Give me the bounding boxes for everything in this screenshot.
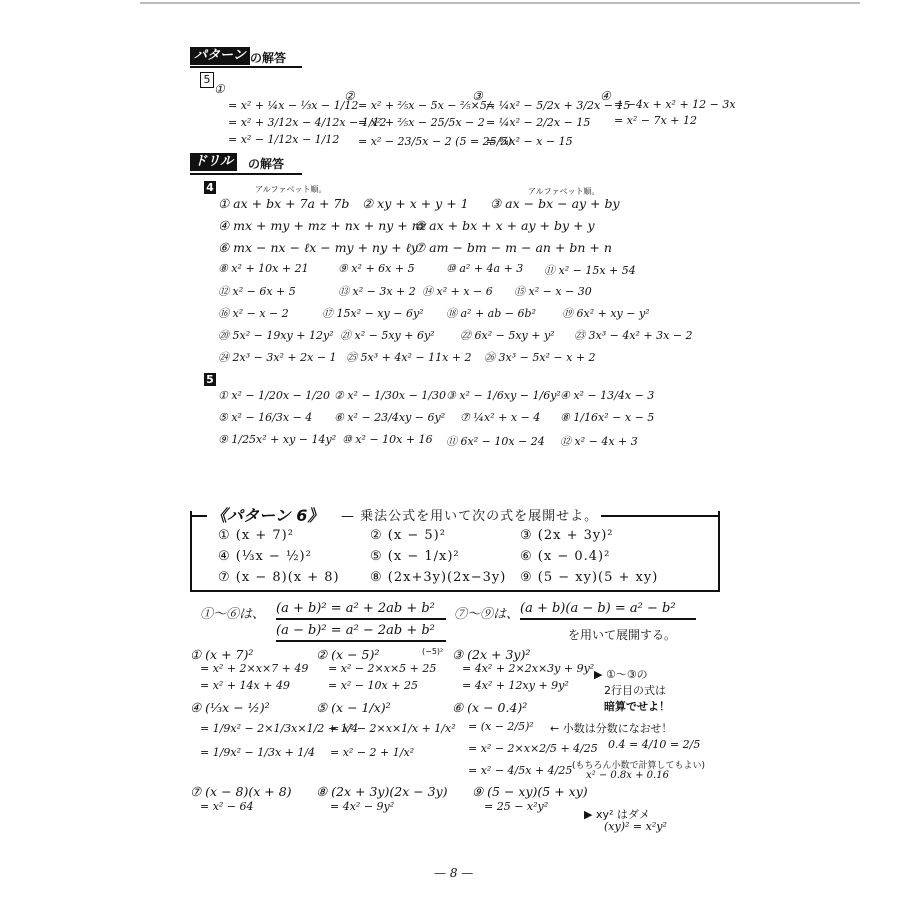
rule-prefix-1: ①〜⑥は、: [200, 607, 266, 622]
q1-line1: = x² + ¼x − ⅓x − 1/12: [228, 99, 359, 112]
answer-item: ⑳ 5x² − 19xy + 12y²: [218, 329, 334, 342]
answer-item: ⑤ x² − 16/3x − 4: [218, 411, 313, 424]
answer-item: ⑪ x² − 15x + 54: [544, 264, 636, 277]
q1-line3: = x² − 1/12x − 1/12: [228, 133, 340, 146]
problem-item: ① (x + 7)²: [218, 528, 294, 543]
q3-line1: = ¼x² − 5/2x + 3/2x − 15: [486, 99, 631, 112]
answer-item: ㉕ 5x³ + 4x² − 11x + 2: [346, 351, 472, 364]
answer-item: ③ x² − 1/6xy − 1/6y²: [446, 389, 561, 402]
answer-item: ⑭ x² + x − 6: [422, 285, 493, 298]
q1-line2: = x² + 3/12x − 4/12x − 1/12: [228, 116, 387, 129]
answer-item: ⑲ 6x² + xy − y²: [562, 307, 650, 320]
answer-item: ⑧ 1/16x² − x − 5: [560, 411, 655, 424]
problem-item: ⑨ (5 − xy)(5 + xy): [520, 570, 659, 585]
problem-item: ③ (2x + 3y)²: [520, 528, 614, 543]
solution-line: = x² − 2×x×5 + 25: [328, 662, 437, 675]
side-note: 暗算でせよ！: [604, 700, 670, 713]
answer-item: ① ax + bx + 7a + 7b: [218, 196, 350, 211]
alt-note: (もちろん小数で計算してもよい): [572, 761, 706, 771]
formula-underline: [276, 618, 446, 620]
answer-item: ⑨ x² + 6x + 5: [338, 262, 415, 275]
section-number-box: 5: [200, 72, 214, 88]
conversion-hint: ← 小数は分数になおせ！: [550, 722, 673, 735]
answer-item: ③ ax − bx − ay + by: [490, 196, 620, 211]
answer-item: ④ mx + my + mz + nx + ny + nz: [218, 218, 427, 233]
solution-header: ④ (⅓x − ½)²: [190, 700, 270, 715]
q2-line3: = x² − 23/5x − 2 (5 = 25/5): [358, 135, 512, 148]
answer-item: ⑱ a² + ab − 6b²: [446, 307, 536, 320]
q2-line1: = x² + ⅖x − 5x − ⅖×5/ₓ: [358, 99, 495, 112]
solution-header: ⑦ (x − 8)(x + 8): [190, 784, 292, 799]
answer-item: ② x² − 1/30x − 1/30: [334, 389, 446, 402]
q3-line3: = ¼x² − x − 15: [486, 135, 573, 148]
answer-item: ⑪ 6x² − 10x − 24: [446, 435, 545, 448]
answer-item: ⑫ x² − 6x + 5: [218, 285, 296, 298]
q2-label: ②: [344, 89, 355, 103]
answer-item: ㉔ 2x³ − 3x² + 2x − 1: [218, 351, 337, 364]
solution-line: = x² + 2×x×7 + 49: [200, 662, 309, 675]
problem-item: ⑥ (x − 0.4)²: [520, 549, 611, 564]
solution-header: ⑧ (2x + 3y)(2x − 3y): [316, 784, 448, 799]
solution-header: ③ (2x + 3y)²: [452, 647, 531, 662]
answer-item: ⑯ x² − x − 2: [218, 307, 289, 320]
answer-item: ⑥ x² − 23/4xy − 6y²: [334, 411, 446, 424]
answer-item: ⑰ 15x² − xy − 6y²: [322, 307, 424, 320]
q2-line2: = x² + ⅖x − 25/5x − 2: [358, 116, 485, 129]
q4-line2: = x² − 7x + 12: [614, 114, 697, 127]
answer-item: ⑤ ax + bx + x + ay + by + y: [414, 218, 595, 233]
answer-item: ⑬ x² − 3x + 2: [338, 285, 416, 298]
answer-item: ⑩ a² + 4a + 3: [446, 262, 524, 275]
formula-underline: [276, 640, 446, 642]
solution-line: = x² − 10x + 25: [328, 679, 418, 692]
solution-header: ① (x + 7)²: [190, 647, 254, 662]
solution-line: = 4x² + 2×2x×3y + 9y²: [462, 662, 595, 675]
side-note: ▶ ①〜③の: [594, 668, 648, 681]
solution-header: ⑤ (x − 1/x)²: [316, 700, 391, 715]
conversion-line: 0.4 = 4/10 = 2/5: [608, 738, 701, 751]
drill-header-suffix: の解答: [248, 157, 285, 171]
pattern-instruction: — 乗法公式を用いて次の式を展開せよ。: [338, 505, 601, 524]
answer-item: ⑦ ¼x² + x − 4: [460, 411, 541, 424]
solution-line: = x² + 14x + 49: [200, 679, 290, 692]
rule-prefix-2: ⑦〜⑨は、: [454, 607, 520, 622]
side-note: (xy)² = x²y²: [604, 820, 667, 833]
pattern-header-suffix: の解答: [250, 51, 287, 65]
solution-line: = 4x² + 12xy + 9y²: [462, 679, 569, 692]
formula-underline: [520, 618, 696, 620]
solution-header: ⑨ (5 − xy)(5 + xy): [472, 784, 588, 799]
pattern-header-tag: パターン: [190, 47, 250, 65]
annotation-mark: (−5)²: [422, 647, 444, 656]
answer-item: ⑨ 1/25x² + xy − 14y²: [218, 433, 337, 446]
section-number-box: 4: [204, 181, 216, 194]
formula-sum-diff: (a + b)(a − b) = a² − b²: [520, 601, 676, 616]
solution-line: = x² − 2×x×1/x + 1/x²: [330, 722, 456, 735]
header-underline: [190, 66, 302, 68]
answer-item: ⑫ x² − 4x + 3: [560, 435, 638, 448]
q4-line1: = −4x + x² + 12 − 3x: [614, 98, 736, 111]
problem-item: ② (x − 5)²: [370, 528, 446, 543]
answer-item: ⑩ x² − 10x + 16: [342, 433, 433, 446]
q4-label: ④: [600, 89, 611, 103]
problem-item: ⑧ (2x+3y)(2x−3y): [370, 570, 507, 585]
section-number-box: 5: [204, 373, 216, 386]
side-note: 2行目の式は: [604, 684, 666, 697]
problem-item: ④ (⅓x − ½)²: [218, 549, 312, 564]
answer-item: ㉒ 6x² − 5xy + y²: [460, 329, 555, 342]
annotation-note: アルファベット順。: [255, 185, 327, 194]
header-underline: [190, 173, 302, 175]
q3-line2: = ¼x² − 2/2x − 15: [486, 116, 591, 129]
answer-item: ② xy + x + y + 1: [362, 196, 469, 211]
rule-tail: を用いて展開する。: [568, 628, 677, 642]
solution-line: = 1/9x² − 1/3x + 1/4: [200, 746, 316, 759]
solution-line: = x² − 2 + 1/x²: [330, 746, 415, 759]
problem-item: ⑦ (x − 8)(x + 8): [218, 570, 340, 585]
answer-item: ④ x² − 13/4x − 3: [560, 389, 655, 402]
formula-square-diff: (a − b)² = a² − 2ab + b²: [276, 623, 435, 638]
solution-line: = x² − 2×x×2/5 + 4/25: [468, 742, 598, 755]
solution-line: = 1/9x² − 2×1/3x×1/2 + 1/4: [200, 722, 359, 735]
page-number: — 8 —: [434, 866, 474, 880]
solution-line: = 4x² − 9y²: [330, 800, 395, 813]
solution-line: = 25 − x²y²: [484, 800, 549, 813]
top-border-line: [140, 2, 860, 4]
answer-item: ㉓ 3x³ − 4x² + 3x − 2: [574, 329, 693, 342]
answer-item: ㉑ x² − 5xy + 6y²: [340, 329, 435, 342]
side-note: ▶ xy² はダメ: [584, 808, 650, 821]
answer-item: ㉖ 3x³ − 5x² − x + 2: [484, 351, 596, 364]
solution-line: = x² − 64: [200, 800, 254, 813]
problem-item: ⑤ (x − 1/x)²: [370, 549, 460, 564]
solution-line: = (x − 2/5)²: [468, 720, 534, 733]
drill-header-tag: ドリル: [190, 153, 237, 171]
alt-line: x² − 0.8x + 0.16: [586, 770, 669, 781]
formula-square-sum: (a + b)² = a² + 2ab + b²: [276, 601, 435, 616]
answer-item: ① x² − 1/20x − 1/20: [218, 389, 330, 402]
solution-header: ② (x − 5)²: [316, 647, 380, 662]
answer-item: ⑥ mx − nx − ℓx − my + ny + ℓy: [218, 240, 418, 255]
answer-item: ⑦ am − bm − m − an + bn + n: [414, 240, 612, 255]
answer-item: ⑧ x² + 10x + 21: [218, 262, 309, 275]
q1-label: ①: [214, 82, 225, 96]
solution-line: = x² − 4/5x + 4/25: [468, 764, 573, 777]
solution-header: ⑥ (x − 0.4)²: [452, 700, 528, 715]
answer-item: ⑮ x² − x − 30: [514, 285, 592, 298]
annotation-note: アルファベット順。: [528, 187, 600, 196]
q3-label: ③: [472, 89, 483, 103]
pattern-title: 《パターン 6》: [207, 503, 327, 526]
